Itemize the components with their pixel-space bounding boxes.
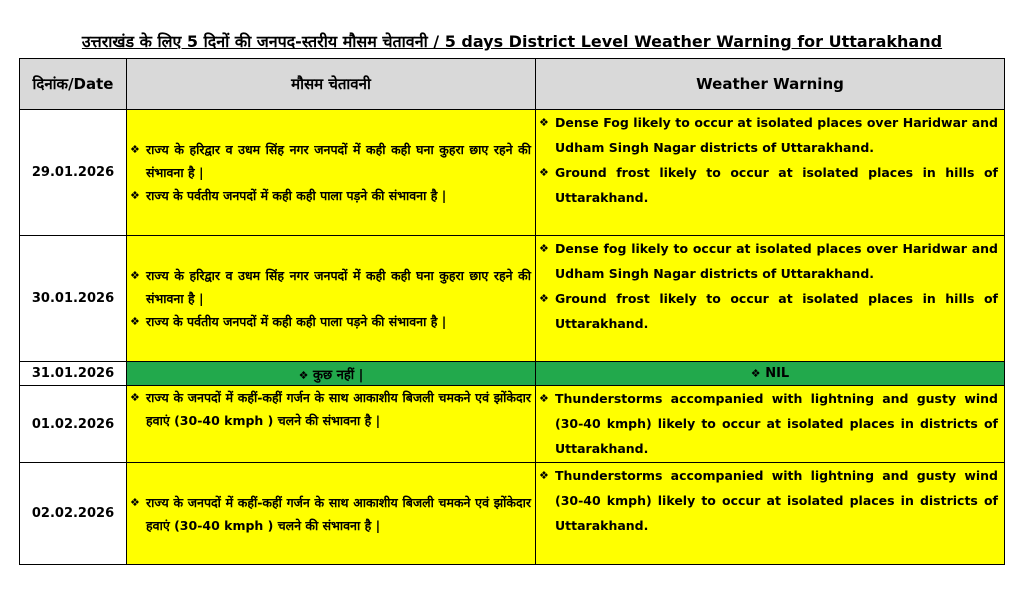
bullet-icon: ❖: [539, 116, 549, 129]
bullet-icon: ❖: [130, 391, 140, 404]
warning-text: राज्य के जनपदों में कहीं-कहीं गर्जन के साथ आकाशीय बिजली चमकने एवं झोंकेदार हवाएं (30-40 kmph ) चलने की संभावना है |: [146, 494, 531, 533]
warning-text: राज्य के पर्वतीय जनपदों में कही कही पाला पड़ने की संभावना है |: [146, 314, 447, 329]
table-row: [20, 386, 1005, 463]
hindi-warning-cell: [127, 236, 536, 362]
hindi-warning-cell: [127, 386, 536, 463]
english-warning-cell: [536, 386, 1005, 463]
table-row: [20, 362, 1005, 386]
date-cell: 30.01.2026: [20, 236, 127, 362]
nil-cell-english: [536, 362, 1005, 386]
warning-text: Thunderstorms accompanied with lightning and gusty wind (30-40 kmph) likely to occur at isolated places in districts of Uttarakhand.: [555, 391, 998, 456]
warning-text: Dense fog likely to occur at isolated places over Haridwar and Udham Singh Nagar districts of Uttarakhand.: [555, 241, 998, 281]
warning-text: राज्य के हरिद्वार व उधम सिंह नगर जनपदों में कही कही घना कुहरा छाए रहने की संभावना है |: [146, 268, 531, 306]
column-header-english: Weather Warning: [536, 59, 1005, 110]
bullet-icon: ❖: [539, 392, 549, 405]
english-warning-cell: [536, 110, 1005, 236]
bullet-icon: ❖: [539, 166, 549, 179]
bullet-icon: ❖: [539, 292, 549, 305]
bullet-icon: ❖: [130, 495, 140, 509]
warning-text: राज्य के हरिद्वार व उधम सिंह नगर जनपदों में कही कही घना कुहरा छाए रहने की संभावना है |: [146, 142, 531, 180]
bullet-icon: ❖: [130, 189, 140, 202]
bullet-icon: ❖: [750, 367, 761, 380]
date-cell: 29.01.2026: [20, 110, 127, 236]
nil-text: NIL: [765, 366, 790, 381]
bullet-icon: ❖: [130, 315, 140, 328]
table-row: [20, 110, 1005, 236]
hindi-warning-cell: [127, 110, 536, 236]
bullet-icon: ❖: [298, 368, 309, 382]
warning-text: राज्य के पर्वतीय जनपदों में कही कही पाला पड़ने की संभावना है |: [146, 188, 447, 203]
bullet-icon: ❖: [539, 242, 549, 255]
warning-text: Ground frost likely to occur at isolated places in hills of Uttarakhand.: [555, 165, 998, 205]
bullet-icon: ❖: [130, 143, 140, 156]
warning-text: Thunderstorms accompanied with lightning and gusty wind (30-40 kmph) likely to occur at isolated places in districts of Uttarakhand.: [555, 468, 998, 533]
column-header-date: दिनांक/Date: [20, 59, 127, 110]
hindi-warning-cell: [127, 463, 536, 565]
bullet-icon: ❖: [130, 269, 140, 282]
warning-text: Dense Fog likely to occur at isolated places over Haridwar and Udham Singh Nagar districts of Uttarakhand.: [555, 115, 998, 155]
table-row: [20, 463, 1005, 565]
table-row: [20, 236, 1005, 362]
warning-table: [19, 58, 1005, 565]
english-warning-cell: [536, 463, 1005, 565]
bullet-icon: ❖: [539, 469, 549, 482]
warning-text: राज्य के जनपदों में कहीं-कहीं गर्जन के साथ आकाशीय बिजली चमकने एवं झोंकेदार हवाएं (30-40 kmph ) चलने की संभावना है |: [146, 390, 531, 428]
table-header-row: [20, 59, 1005, 110]
warning-text: Ground frost likely to occur at isolated places in hills of Uttarakhand.: [555, 291, 998, 331]
column-header-hindi: मौसम चेतावनी: [127, 59, 536, 110]
nil-cell-hindi: [127, 362, 536, 386]
nil-text: कुछ नहीं |: [313, 367, 364, 383]
page-title: उत्तराखंड के लिए 5 दिनों की जनपद-स्तरीय मौसम चेतावनी / 5 days District Level Weather Warning for Uttarakhand: [81, 32, 943, 51]
date-cell: 02.02.2026: [20, 463, 127, 565]
english-warning-cell: [536, 236, 1005, 362]
date-cell: 31.01.2026: [20, 362, 127, 386]
date-cell: 01.02.2026: [20, 386, 127, 463]
